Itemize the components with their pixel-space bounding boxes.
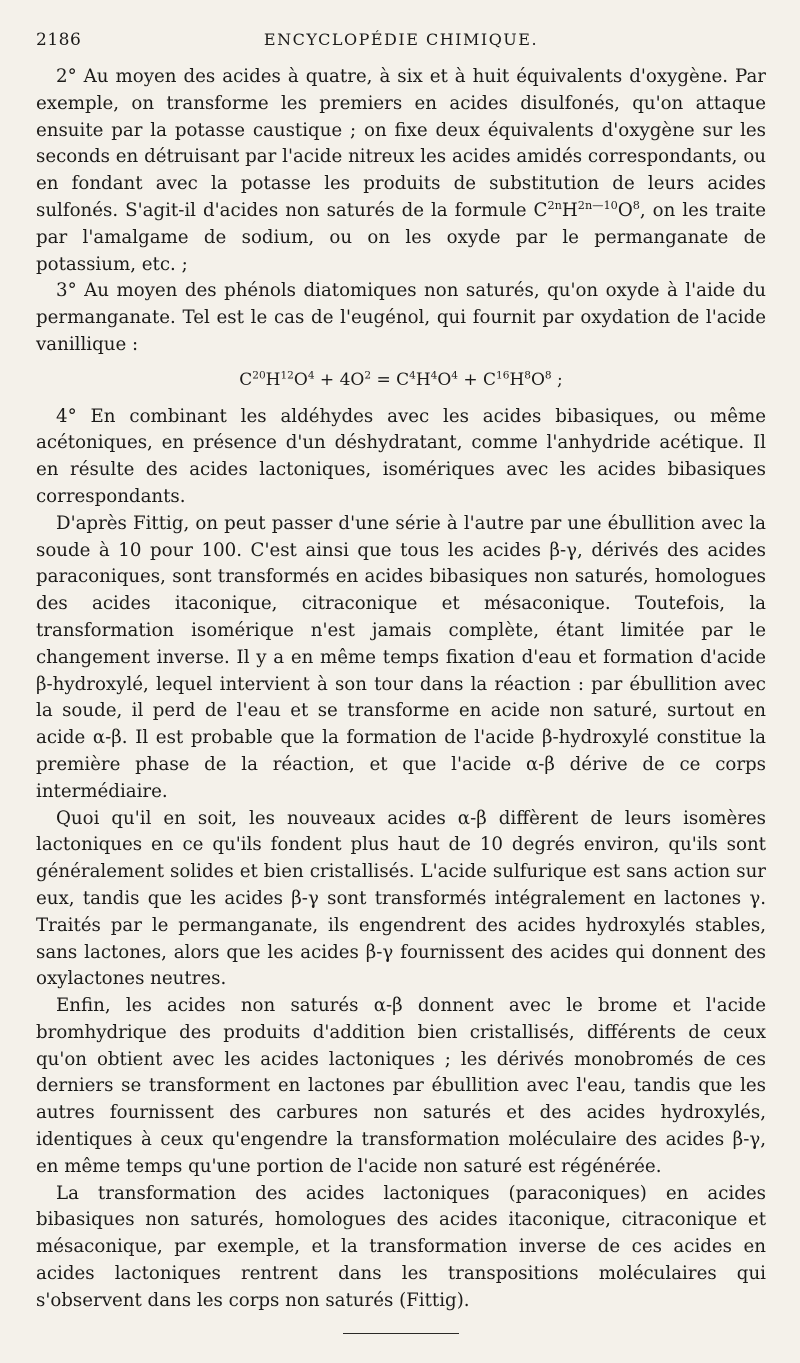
running-title: ENCYCLOPÉDIE CHIMIQUE.: [263, 30, 539, 49]
paragraph-conclusion: La transformation des acides lactoniques (paraconiques) en acides bibasiques non saturés, homologues des acides itaconique, citraconique et mésaconique, par exemple, et la transformation inverse de ces acides en acides lactoniques rentrent dans les transpositions moléculaires qui s'observent dans les corps non saturés (Fittig).: [36, 1182, 766, 1311]
paragraph-isomers: Quoi qu'il en soit, les nouveaux acides α-β diffèrent de leurs isomères lactoniques en ce qu'ils fondent plus haut de 10 degrés environ, qu'ils sont généralement solides et bien cristallisés. L'acide sulfurique est sans action sur eux, tandis que les acides β-γ sont transformés intégralement en lactones γ. Traités par le permanganate, ils engendrent des acides hydroxylés stables, sans lactones, alors que les acides β-γ fournissent des acides qui donnent des oxylactones neutres.: [36, 807, 766, 990]
paragraph-bromine: Enfin, les acides non saturés α-β donnent avec le brome et l'acide bromhydrique des produits d'addition bien cristallisés, différents de ceux qu'on obtient avec les acides lactoniques ; les dérivés monobromés de ces derniers se transforment en lactones par ébullition avec l'eau, tandis que les autres fournissent des carbures non saturés et des acides hydroxylés, identiques à ceux qu'engendre la transformation moléculaire des acides β-γ, en même temps qu'une portion de l'acide non saturé est régénérée.: [36, 995, 766, 1177]
page-number: 2186: [36, 30, 82, 50]
body-text: [36, 64, 766, 1315]
page-header: [36, 30, 766, 64]
paragraph-2: 2° Au moyen des acides à quatre, à six et à huit équivalents d'oxygène. Par exemple, on transforme les premiers en acides disulfonés, qu'on attaque ensuite par la potasse caustique ; on fixe deux équivalents d'oxygène sur les seconds en détruisant par l'acide nitreux les acides amidés correspondants, ou en fondant avec la potasse les produits de substitution de leurs acides sulfonés. S'agit-il d'acides non saturés de la formule $C^{2n}H^{2n—10}O^8$, on les traite par l'amalgame de sodium, ou on les oxyde par le permanganate de potassium, etc. ;: [36, 66, 766, 275]
chemical-equation: $C^{20}H^{12}O^4 + 4O^2 = C^4H^4O^4 + C^{16}H^8O^8$ ;: [239, 369, 563, 390]
paragraph-fittig: D'après Fittig, on peut passer d'une série à l'autre par une ébullition avec la soude à 10 pour 100. C'est ainsi que tous les acides β-γ, dérivés des acides paraconiques, sont transformés en acides bibasiques non saturés, homologues des acides itaconique, citraconique et mésaconique. Toutefois, la transformation isomérique n'est jamais complète, étant limitée par le changement inverse. Il y a en même temps fixation d'eau et formation d'acide β-hydroxylé, lequel intervient à son tour dans la réaction : par ébullition avec la soude, il perd de l'eau et se transforme en acide non saturé, surtout en acide α-β. Il est probable que la formation de l'acide β-hydroxylé constitue la première phase de la réaction, et que l'acide α-β dérive de ce corps intermédiaire.: [36, 512, 766, 802]
paragraph-3: 3° Au moyen des phénols diatomiques non saturés, qu'on oxyde à l'aide du permanganate. Tel est le cas de l'eugénol, qui fournit par oxydation de l'acide vanillique :: [36, 280, 766, 355]
end-rule: [343, 1333, 459, 1334]
paragraph-4: 4° En combinant les aldéhydes avec les acides bibasiques, ou même acétoniques, en présence d'un déshydratant, comme l'anhydride acétique. Il en résulte des acides lactoniques, isomériques avec les acides bibasiques correspondants.: [36, 405, 766, 507]
